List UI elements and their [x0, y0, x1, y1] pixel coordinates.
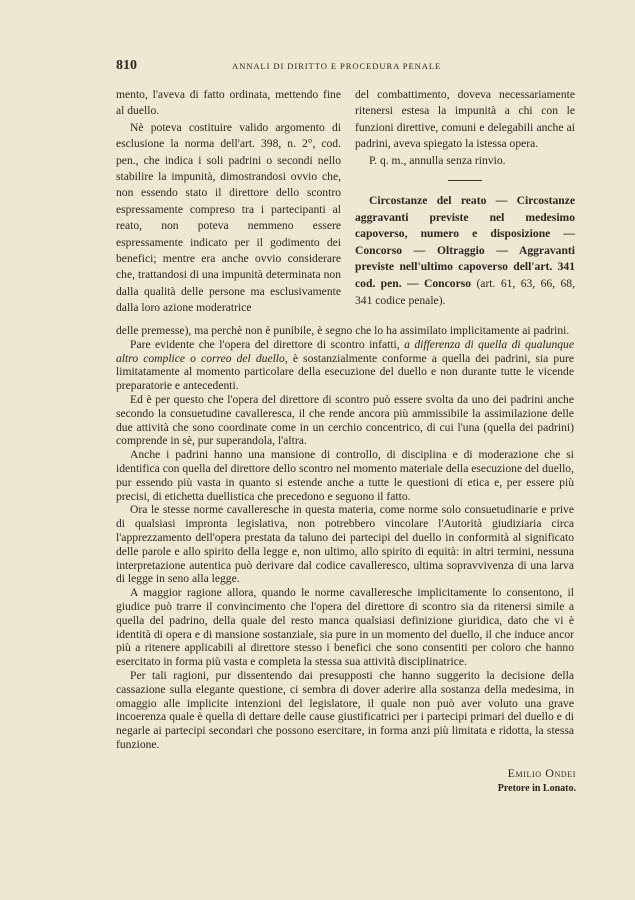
- case-headnote: [355, 193, 575, 309]
- verdict-line: P. q. m., annulla senza rinvio.: [369, 153, 506, 167]
- paragraph: mento, l'aveva di fatto ordinata, mettendo fine al duello.: [116, 88, 341, 118]
- section-divider: [448, 180, 482, 181]
- text-run: Pare evidente che l'opera del direttore di scontro infatti,: [130, 337, 405, 351]
- page-number: 810: [116, 58, 137, 73]
- italic-text: a differenza di quella di qualunque altro complice o correo del duello: [116, 337, 574, 365]
- left-column: [116, 87, 341, 317]
- headnote-text: Circostanze del reato — Circostanze aggravanti previste nel medesimo capoverso, numero e disposizione — Concorso — Oltraggio — Aggravanti previste nell'ultimo capoverso dell'art. 341 cod. pen. — Concorso: [355, 194, 575, 290]
- paragraph: Ed è per questo che l'opera del direttore di scontro può essere svolta da uno dei padrini anche secondo la consuetudine cavalleresca, il che rende ancora più ammissibile la assimilazione delle due attività che sono coordinate come in un cerchio concentrico, di cui l'una (quella dei padrini) comprende in sè, pur superandola, l'altra.: [116, 392, 574, 448]
- signature-block: [400, 765, 576, 797]
- paragraph: Nè poteva costituire valido argomento di esclusione la norma dell'art. 398, n. 2°, cod. pen., che indica i soli padrini o secondi nello stabilire la impunità, dimostrandosi ovvio che, non essendo stato il direttore dello scontro espressamente compreso tra i partecipanti al reato, non poteva nemmeno essere espressamente indicato per il godimento dei benefici; mentre era anche ovvio considerare che, trattandosi di una impunità determinata non dalla qualità delle persone ma esclusivamente dalla loro azione moderatrice: [116, 120, 341, 315]
- paragraph: Anche i padrini hanno una mansione di controllo, di disciplina e di moderazione che si identifica con quella del direttore dello scontro nel momento materiale della esecuzione del duello, pur essendo più vasta in quanto si estende anche a tutte le questioni di etica e, per essere più precisi, di etichetta duellistica che precedono e seguono il fatto.: [116, 448, 574, 503]
- paragraph: del combattimento, doveva necessariamente ritenersi estesa la impunità a chi con le funzioni direttive, comuni e delegabili anche ai padrini, aveva spiegato la istessa opera.: [355, 88, 575, 151]
- headnote-reference: (art. 61, 63, 66, 68, 341 codice penale).: [355, 277, 575, 307]
- right-column: [355, 87, 575, 309]
- paragraph: delle premesse), ma perchè non è punibile, è segno che lo ha assimilato implicitamente ai padrini.: [116, 324, 570, 337]
- running-head: ANNALI DI DIRITTO E PROCEDURA PENALE: [232, 61, 442, 71]
- paragraph: Ora le stesse norme cavalleresche in questa materia, come norme solo consuetudinarie e prive di qualsiasi impronta legislativa, non potrebbero vincolare l'Autorità giudiziaria circa l'apprezzamento dell'opera prestata da taluno dei partecipi del duello in conformità al significato delle parole e allo spirito della legge e, non ultimo, allo spirito di equità: in altri termini, nessuna interpretazione autentica può derivare dal codice cavalleresco, ultima sopravvivenza di una larva di legge in seno alla legge.: [116, 503, 574, 586]
- main-text: [116, 324, 574, 752]
- page-header: [116, 58, 586, 74]
- paragraph: Per tali ragioni, pur dissentendo dai presupposti che hanno suggerito la decisione della cassazione sulla elegante questione, ci sembra di dover aderire alla sostanza della medesima, in omaggio alle implicite intenzioni del legislatore, il quale non può aver voluto una grave incoerenza quale è quella di dettare delle cause giustificatrici per i partecipi primari del duello e di negarle ai partecipi secondari che possono esercitare, in forma anzi più limitata e ridotta, la stessa funzione.: [116, 668, 574, 751]
- author-name: Emilio Ondei: [507, 766, 576, 780]
- paragraph: A maggior ragione allora, quando le norme cavalleresche implicitamente lo consentono, il giudice può trarre il convincimento che l'opera del direttore di scontro sia da ritenersi simile a quella del padrino, della quale del resto manca qualsiasi definizione giuridica, dato che vi è identità di opera e di mansione sostanziale, sia pure in un momento del duello, il che induce ancor più a ritenere applicabili al direttore stesso i benefici che sono consentiti per coloro che hanno esercitato in forma più vasta e completa la stessa sua attività disciplinatrice.: [116, 586, 574, 669]
- author-title: Pretore in Lonato.: [497, 783, 576, 794]
- text-run: , è sostanzialmente conforme a quella dei padrini, sia pure limitatamente al momento particolare della esecuzione del duello e non durante tutte le vicende preparatorie e antecedenti.: [116, 351, 574, 393]
- paragraph: [116, 338, 574, 393]
